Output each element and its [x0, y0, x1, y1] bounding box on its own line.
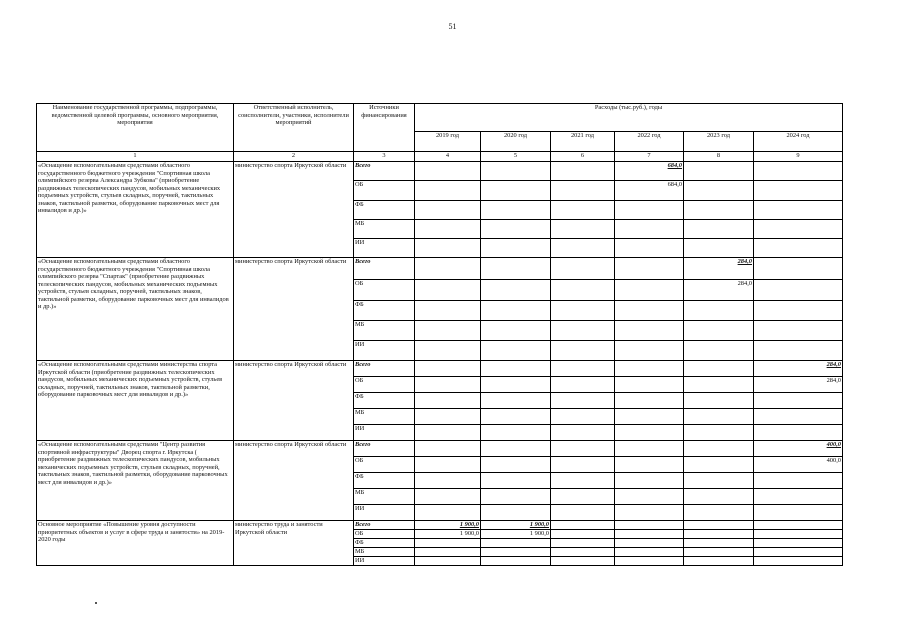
funding-source: Всего	[354, 441, 415, 457]
funding-source: ИИ	[354, 557, 415, 566]
expense-value	[415, 239, 481, 258]
expense-value	[754, 409, 843, 425]
expense-value	[615, 489, 684, 505]
expense-value	[415, 457, 481, 473]
responsible-executor: министерство спорта Иркутской области	[234, 162, 354, 258]
expense-value	[754, 341, 843, 361]
expense-value	[415, 321, 481, 341]
expense-value	[481, 505, 551, 521]
expense-value	[415, 201, 481, 220]
expense-value	[415, 505, 481, 521]
expense-value	[684, 239, 754, 258]
expense-value	[415, 473, 481, 489]
expense-value: 1 900,0	[415, 530, 481, 539]
expense-value	[615, 201, 684, 220]
funding-source: ФБ	[354, 393, 415, 409]
header-name: Наименование государственной программы, подпрограммы, ведомственной целевой программы, основного мероприятия, мероприятия	[37, 104, 234, 152]
table-row	[37, 521, 843, 530]
expense-value	[481, 280, 551, 301]
funding-source: МБ	[354, 548, 415, 557]
expense-value	[615, 220, 684, 239]
table-row	[37, 258, 843, 280]
expense-value	[481, 393, 551, 409]
expense-value	[684, 409, 754, 425]
expense-value	[615, 505, 684, 521]
expense-value	[615, 548, 684, 557]
expense-value	[551, 441, 615, 457]
expense-value	[551, 162, 615, 181]
expense-value	[754, 301, 843, 321]
expense-value	[551, 280, 615, 301]
budget-table	[36, 103, 843, 566]
expense-value	[551, 557, 615, 566]
expense-value	[754, 321, 843, 341]
expense-value	[415, 181, 481, 201]
expense-value	[551, 489, 615, 505]
expense-value: 284,0	[684, 280, 754, 301]
expense-value	[415, 220, 481, 239]
activity-name: «Оснащение вспомогательными средствами областного государственного бюджетного учреждения "Спортивная школа олимпийского резерва "Спартак" (приобретение раздвижных телескопических пандусов, мобильных механических подъемных устройств, стульев складных, поручней, тактильных знаков, тактильной разметки, оборудование парковочных мест для инвалидов и др.)»	[37, 258, 234, 361]
expense-value	[754, 393, 843, 409]
expense-value	[684, 361, 754, 377]
expense-value	[551, 393, 615, 409]
expense-value	[754, 220, 843, 239]
header-year: 2022 год	[615, 132, 684, 152]
expense-value	[754, 557, 843, 566]
expense-value	[481, 539, 551, 548]
column-number: 2	[234, 152, 354, 162]
expense-value	[684, 377, 754, 393]
expense-value	[415, 301, 481, 321]
expense-value	[615, 341, 684, 361]
expense-value	[615, 361, 684, 377]
expense-value	[415, 539, 481, 548]
expense-value	[415, 341, 481, 361]
header-sources: Источники финансирования	[354, 104, 415, 152]
funding-source: ИИ	[354, 341, 415, 361]
funding-source: МБ	[354, 489, 415, 505]
expense-value	[754, 239, 843, 258]
expense-value: 400,0	[754, 457, 843, 473]
expense-value	[551, 473, 615, 489]
expense-value	[684, 301, 754, 321]
expense-value	[684, 530, 754, 539]
expense-value	[481, 321, 551, 341]
expense-value: 284,0	[754, 361, 843, 377]
activity-name: «Оснащение вспомогательными средствами "Центр развития спортивной инфраструктуры" Дворец спорта г. Иркутска ( приобретение раздвижных телескопических пандусов, мобильных механических подъемных устройств, стульев складных, поручней, тактильных знаков, тактильной разметки, оборудование парковочных мест для инвалидов и др.)»	[37, 441, 234, 521]
expense-value	[551, 505, 615, 521]
expense-value	[684, 548, 754, 557]
expense-value: 284,0	[684, 258, 754, 280]
expense-value	[481, 489, 551, 505]
expense-value	[551, 425, 615, 441]
expense-value	[684, 441, 754, 457]
expense-value	[684, 505, 754, 521]
funding-source: ФБ	[354, 473, 415, 489]
header-expenses: Расходы (тыс.руб.), годы	[415, 104, 843, 132]
expense-value	[415, 548, 481, 557]
expense-value	[684, 393, 754, 409]
expense-value	[684, 557, 754, 566]
header-year: 2024 год	[754, 132, 843, 152]
expense-value	[615, 457, 684, 473]
expense-value	[415, 489, 481, 505]
expense-value	[481, 361, 551, 377]
activity-name: Основное мероприятие «Повышение уровня доступности приоритетных объектов и услуг в сфере труда и занятости» на 2019-2020 годы	[37, 521, 234, 566]
activity-name: «Оснащение вспомогательными средствами областного государственного бюджетного учреждения "Спортивная школа олимпийского резерва Александра Зубкова" (приобретение раздвижных телескопических пандусов, мобильных механических подъемных устройств, стульев складных, поручней, тактильных знаков, тактильной разметки, оборудование парковочных мест для инвалидов и др.)»	[37, 162, 234, 258]
expense-value	[754, 530, 843, 539]
expense-value	[551, 301, 615, 321]
expense-value	[415, 557, 481, 566]
expense-value	[415, 409, 481, 425]
expense-value	[415, 377, 481, 393]
expense-value	[415, 280, 481, 301]
column-number: 1	[37, 152, 234, 162]
expense-value	[551, 409, 615, 425]
expense-value	[615, 258, 684, 280]
page-number: 51	[448, 22, 457, 31]
expense-value	[481, 301, 551, 321]
expense-value	[481, 258, 551, 280]
expense-value	[754, 548, 843, 557]
expense-value	[615, 473, 684, 489]
responsible-executor: министерство спорта Иркутской области	[234, 361, 354, 441]
activity-name: «Оснащение вспомогательными средствами министерства спорта Иркутской области (приобретение раздвижных телескопических пандусов, мобильных механических подъемных устройств, стульев складных, поручней, тактильных знаков, тактильной разметки, оборудование парковочных мест для инвалидов и др.)»	[37, 361, 234, 441]
expense-value	[615, 539, 684, 548]
expense-value	[684, 341, 754, 361]
expense-value	[615, 377, 684, 393]
expense-value	[754, 521, 843, 530]
expense-value	[481, 162, 551, 181]
expense-value: 1 900,0	[415, 521, 481, 530]
funding-source: ОБ	[354, 280, 415, 301]
expense-value	[754, 473, 843, 489]
expense-value	[684, 489, 754, 505]
expense-value	[754, 280, 843, 301]
header-year: 2023 год	[684, 132, 754, 152]
expense-value	[684, 162, 754, 181]
expense-value	[615, 530, 684, 539]
expense-value	[481, 441, 551, 457]
funding-source: Всего	[354, 361, 415, 377]
expense-value	[551, 361, 615, 377]
column-number: 4	[415, 152, 481, 162]
funding-source: Всего	[354, 521, 415, 530]
expense-value	[551, 258, 615, 280]
column-number: 8	[684, 152, 754, 162]
expense-value	[551, 239, 615, 258]
expense-value	[481, 425, 551, 441]
expense-value	[481, 220, 551, 239]
expense-value	[481, 341, 551, 361]
responsible-executor: министерство спорта Иркутской области	[234, 258, 354, 361]
funding-source: МБ	[354, 409, 415, 425]
expense-value	[754, 505, 843, 521]
expense-value: 684,0	[615, 181, 684, 201]
expense-value	[684, 425, 754, 441]
funding-source: ФБ	[354, 539, 415, 548]
funding-source: Всего	[354, 162, 415, 181]
expense-value	[415, 361, 481, 377]
responsible-executor: министерство труда и занятости Иркутской области	[234, 521, 354, 566]
expense-value	[551, 181, 615, 201]
expense-value	[684, 473, 754, 489]
expense-value	[481, 457, 551, 473]
expense-value	[481, 239, 551, 258]
expense-value	[481, 201, 551, 220]
expense-value	[754, 425, 843, 441]
funding-source: ОБ	[354, 377, 415, 393]
expense-value	[684, 521, 754, 530]
column-number: 5	[481, 152, 551, 162]
expense-value	[615, 441, 684, 457]
expense-value	[615, 321, 684, 341]
funding-source: ОБ	[354, 181, 415, 201]
expense-value	[754, 539, 843, 548]
table-row	[37, 441, 843, 457]
expense-value	[684, 220, 754, 239]
expense-value	[481, 473, 551, 489]
expense-value	[551, 539, 615, 548]
funding-source: Всего	[354, 258, 415, 280]
expense-value	[684, 457, 754, 473]
expense-value	[551, 321, 615, 341]
expense-value: 284,0	[754, 377, 843, 393]
expense-value	[754, 258, 843, 280]
header-year: 2019 год	[415, 132, 481, 152]
expense-value	[684, 181, 754, 201]
scan-artifact	[95, 602, 97, 604]
funding-source: ОБ	[354, 457, 415, 473]
header-year: 2021 год	[551, 132, 615, 152]
funding-source: ИИ	[354, 505, 415, 521]
expense-value	[481, 557, 551, 566]
funding-source: ФБ	[354, 301, 415, 321]
expense-value	[481, 377, 551, 393]
funding-source: ОБ	[354, 530, 415, 539]
expense-value	[754, 201, 843, 220]
funding-source: ИИ	[354, 425, 415, 441]
expense-value: 684,0	[615, 162, 684, 181]
column-number: 9	[754, 152, 843, 162]
expense-value	[415, 393, 481, 409]
expense-value	[481, 181, 551, 201]
column-number: 6	[551, 152, 615, 162]
expense-value	[415, 258, 481, 280]
responsible-executor: министерство спорта Иркутской области	[234, 441, 354, 521]
header-year: 2020 год	[481, 132, 551, 152]
expense-value	[754, 181, 843, 201]
funding-source: МБ	[354, 220, 415, 239]
column-number: 3	[354, 152, 415, 162]
expense-value	[415, 441, 481, 457]
expense-value	[615, 425, 684, 441]
expense-value	[551, 457, 615, 473]
header-executor: Ответственный исполнитель, соисполнители, участники, исполнители мероприятий	[234, 104, 354, 152]
expense-value	[615, 301, 684, 321]
expense-value	[754, 162, 843, 181]
expense-value	[684, 321, 754, 341]
funding-source: МБ	[354, 321, 415, 341]
expense-value: 400,0	[754, 441, 843, 457]
expense-value	[615, 280, 684, 301]
expense-value	[615, 409, 684, 425]
expense-value	[551, 341, 615, 361]
expense-value	[615, 239, 684, 258]
expense-value	[754, 489, 843, 505]
expense-value	[684, 539, 754, 548]
expense-value	[551, 201, 615, 220]
expense-value	[481, 548, 551, 557]
expense-value	[551, 530, 615, 539]
expense-value	[684, 201, 754, 220]
expense-value	[551, 521, 615, 530]
table-row	[37, 361, 843, 377]
expense-value	[415, 162, 481, 181]
column-number: 7	[615, 152, 684, 162]
expense-value: 1 900,0	[481, 521, 551, 530]
expense-value	[615, 557, 684, 566]
expense-value	[415, 425, 481, 441]
funding-source: ФБ	[354, 201, 415, 220]
expense-value: 1 900,0	[481, 530, 551, 539]
expense-value	[551, 220, 615, 239]
expense-value	[551, 548, 615, 557]
expense-value	[615, 393, 684, 409]
table-row	[37, 162, 843, 181]
funding-source: ИИ	[354, 239, 415, 258]
table-body	[37, 162, 843, 566]
expense-value	[481, 409, 551, 425]
expense-value	[551, 377, 615, 393]
expense-value	[615, 521, 684, 530]
